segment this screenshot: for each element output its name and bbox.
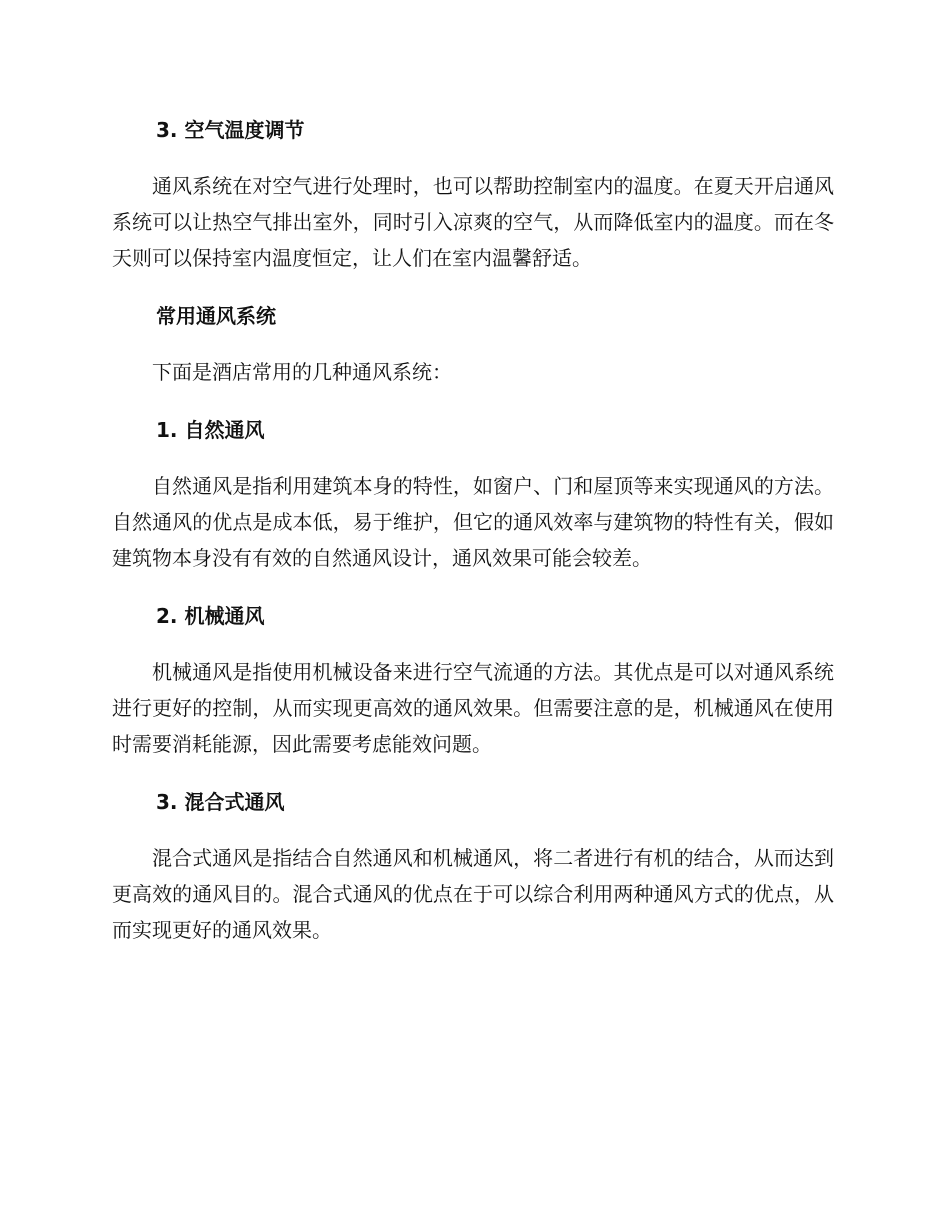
- section-heading-air-temperature: 3. 空气温度调节: [156, 118, 305, 142]
- document-content: [112, 112, 834, 948]
- section-heading-hybrid-ventilation: 3. 混合式通风: [156, 790, 285, 814]
- paragraph-natural-ventilation: 自然通风是指利用建筑本身的特性，如窗户、门和屋顶等来实现通风的方法。自然通风的优点是成本低，易于维护，但它的通风效率与建筑物的特性有关，假如建筑物本身没有有效的自然通风设计，通风效果可能会较差。: [112, 474, 834, 570]
- paragraph-hybrid-ventilation: 混合式通风是指结合自然通风和机械通风，将二者进行有机的结合，从而达到更高效的通风目的。混合式通风的优点在于可以综合利用两种通风方式的优点，从而实现更好的通风效果。: [112, 846, 834, 942]
- section-heading-natural-ventilation: 1. 自然通风: [156, 418, 265, 442]
- paragraph-air-temperature: 通风系统在对空气进行处理时，也可以帮助控制室内的温度。在夏天开启通风系统可以让热空气排出室外，同时引入凉爽的空气，从而降低室内的温度。而在冬天则可以保持室内温度恒定，让人们在室内温馨舒适。: [112, 174, 834, 270]
- section-heading-mechanical-ventilation: 2. 机械通风: [156, 604, 265, 628]
- paragraph-common-systems: 下面是酒店常用的几种通风系统：: [152, 360, 452, 384]
- section-heading-common-systems: 常用通风系统: [156, 304, 276, 328]
- paragraph-mechanical-ventilation: 机械通风是指使用机械设备来进行空气流通的方法。其优点是可以对通风系统进行更好的控制，从而实现更高效的通风效果。但需要注意的是，机械通风在使用时需要消耗能源，因此需要考虑能效问题。: [112, 660, 834, 756]
